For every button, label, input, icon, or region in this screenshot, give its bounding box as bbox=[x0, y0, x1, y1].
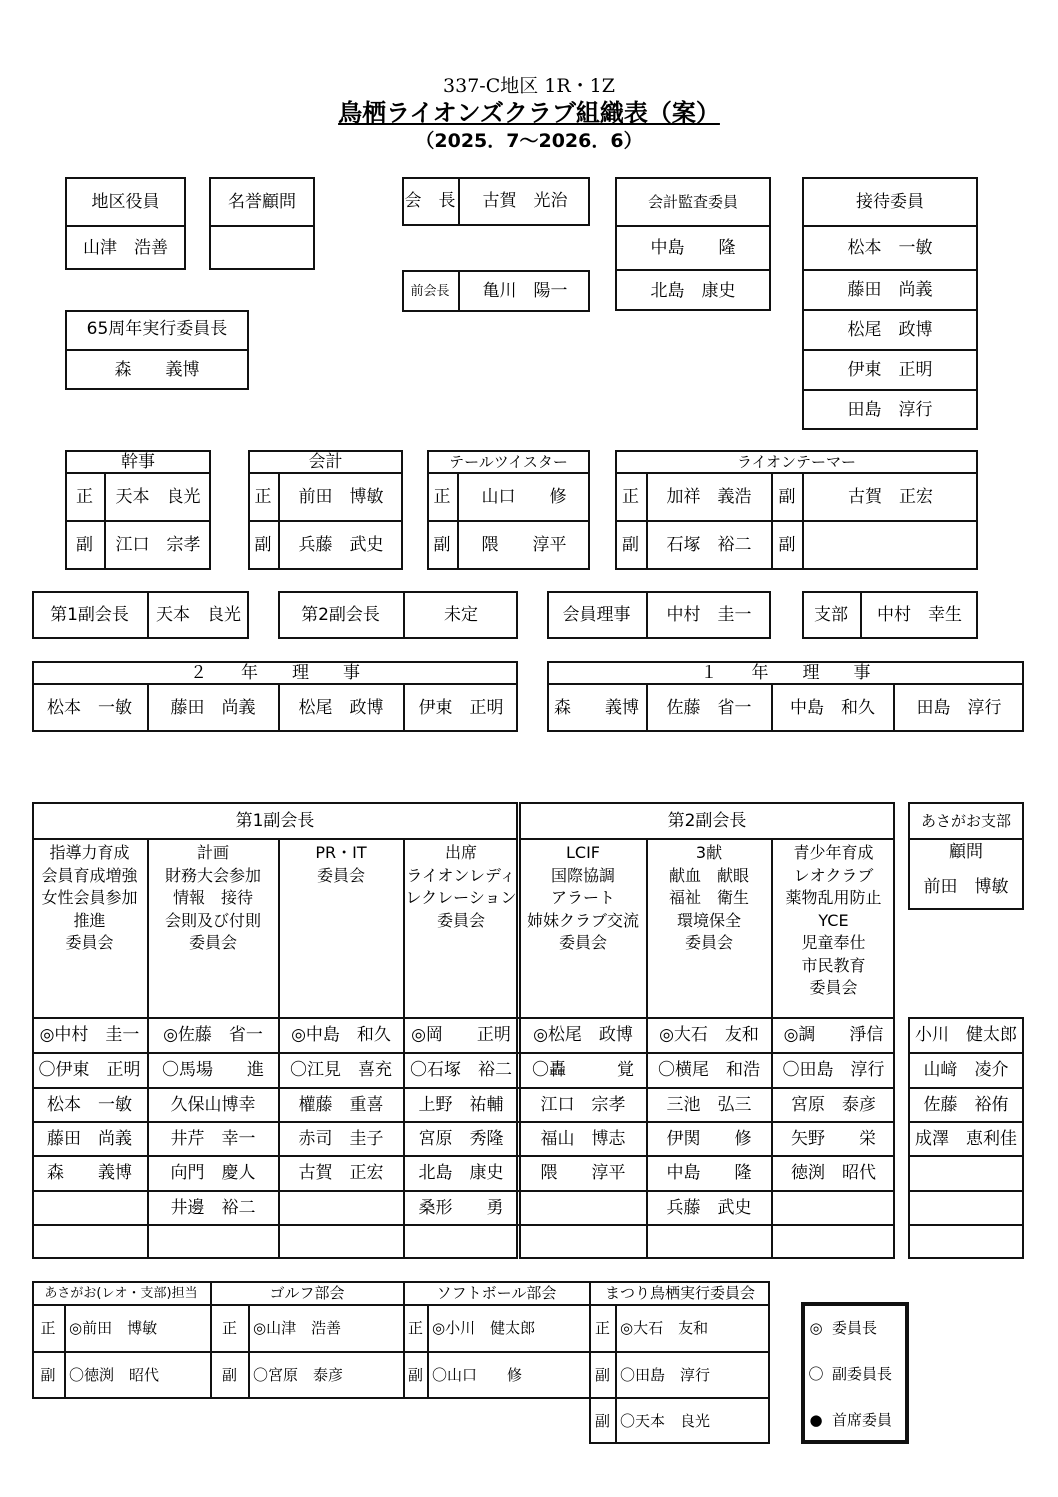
committee-member bbox=[404, 1226, 518, 1258]
role-label: 副 bbox=[594, 1366, 610, 1384]
role-label: 副 bbox=[594, 1411, 610, 1430]
honorary-advisor-name bbox=[209, 227, 315, 270]
matsuri-name: ◎大石 友和 bbox=[620, 1319, 709, 1337]
committee-member: ◎中村 圭一 bbox=[39, 1025, 140, 1045]
committee-member: 宮原 泰彦 bbox=[791, 1094, 876, 1115]
vp2-label: 第2副会長 bbox=[301, 604, 380, 625]
committee-member: 松本 一敏 bbox=[47, 1094, 132, 1115]
audit-member: 中島 隆 bbox=[650, 237, 736, 258]
committee-member: 矢野 栄 bbox=[791, 1128, 876, 1149]
committee-member: 〇石塚 裕二 bbox=[410, 1060, 512, 1080]
committee-member: 藤田 尚義 bbox=[47, 1128, 132, 1149]
committee-member bbox=[520, 1192, 646, 1224]
role-label: 副 bbox=[76, 535, 93, 555]
legend-label: 首席委員 bbox=[832, 1410, 893, 1429]
committee-member: 權藤 重喜 bbox=[298, 1094, 384, 1115]
committee-member: ◎調 淨信 bbox=[783, 1025, 884, 1045]
committee-member bbox=[32, 1226, 147, 1258]
committee-member: 桑形 勇 bbox=[418, 1197, 504, 1218]
matsuri-title: まつり鳥栖実行委員会 bbox=[604, 1284, 755, 1302]
role-label: 正 bbox=[76, 486, 93, 507]
committee-member: 井芹 幸一 bbox=[170, 1128, 256, 1149]
committee-youth: 青少年育成 レオクラブ 薬物乱用防止 YCE 児童奉仕 市民教育 委員会 bbox=[785, 843, 882, 997]
director-name: 藤田 尚義 bbox=[170, 697, 256, 718]
director-name: 中島 和久 bbox=[790, 697, 875, 718]
asagao-leo-name: 〇徳渕 昭代 bbox=[69, 1366, 160, 1384]
membership-director-name: 中村 圭一 bbox=[666, 604, 752, 625]
committee-member bbox=[647, 1226, 771, 1258]
committee-member: 上野 祐輔 bbox=[418, 1094, 504, 1115]
committee-member bbox=[520, 1226, 646, 1258]
committee-pr-it: PR・IT 委員会 bbox=[315, 843, 367, 885]
role-label: 副 bbox=[778, 535, 796, 555]
committee-attendance: 出席 ライオンレディ レクレーション 委員会 bbox=[405, 843, 517, 930]
committee-member bbox=[148, 1226, 278, 1258]
committee-member: 隈 淳平 bbox=[540, 1163, 626, 1183]
committee-member: 福山 博志 bbox=[540, 1128, 626, 1149]
softball-title: ソフトボール部会 bbox=[436, 1284, 557, 1302]
reception-label: 接待委員 bbox=[856, 191, 924, 212]
vp2-name: 未定 bbox=[444, 604, 478, 625]
asagao-branch-header: あさがお支部 bbox=[920, 811, 1011, 830]
lion-tamer-title: ライオンテーマー bbox=[736, 452, 857, 471]
role-label: 正 bbox=[221, 1319, 237, 1337]
filled-circle-icon: ● bbox=[809, 1410, 823, 1429]
period: （2025．7～2026．6） bbox=[415, 129, 643, 152]
past-president-name: 亀川 陽一 bbox=[482, 280, 568, 301]
committee-member: 三池 弘三 bbox=[666, 1094, 752, 1115]
golf-name: 〇宮原 泰彦 bbox=[253, 1366, 344, 1384]
golf-title: ゴルフ部会 bbox=[269, 1284, 345, 1302]
committee-lcif: LCIF 国際協調 アラート 姉妹クラブ交流 委員会 bbox=[526, 843, 639, 952]
committee-member: ◎佐藤 省一 bbox=[163, 1025, 263, 1045]
role-label: 副 bbox=[221, 1366, 237, 1384]
committee-member: 〇江見 喜充 bbox=[290, 1060, 392, 1080]
tail-twister-name: 山口 修 bbox=[481, 486, 567, 507]
matsuri-name: 〇天本 良光 bbox=[620, 1411, 711, 1430]
committee-member bbox=[279, 1226, 403, 1258]
district-label: 337-C地区 1R・1Z bbox=[443, 74, 615, 97]
asagao-member: 佐藤 裕侑 bbox=[923, 1094, 1009, 1115]
director-name: 田島 淳行 bbox=[916, 697, 1002, 718]
committee-member bbox=[772, 1226, 895, 1258]
matsuri-name: 〇田島 淳行 bbox=[620, 1366, 711, 1384]
asagao-member: 成澤 恵利佳 bbox=[915, 1128, 1017, 1149]
tail-twister-name: 隈 淳平 bbox=[481, 535, 567, 555]
past-president-label: 前会長 bbox=[410, 283, 450, 299]
district-officer-name: 山津 浩善 bbox=[83, 238, 168, 258]
double-circle-icon: ◎ bbox=[809, 1318, 823, 1337]
reception-member: 伊東 正明 bbox=[847, 359, 933, 380]
committee-member bbox=[279, 1192, 403, 1224]
tail-twister-title: テールツイスター bbox=[449, 452, 568, 471]
role-label: 正 bbox=[433, 486, 451, 507]
reception-member: 松尾 政博 bbox=[847, 319, 933, 340]
committee-member: 宮原 秀隆 bbox=[418, 1128, 504, 1149]
secretary-name: 天本 良光 bbox=[115, 486, 201, 507]
committee-member: 徳渕 昭代 bbox=[791, 1163, 876, 1183]
treasurer-title: 会計 bbox=[308, 451, 343, 472]
lion-tamer-name: 加祥 義浩 bbox=[666, 486, 752, 507]
role-label: 正 bbox=[622, 486, 639, 507]
legend-label: 副委員長 bbox=[832, 1364, 893, 1383]
asagao-member: 山﨑 凌介 bbox=[923, 1060, 1009, 1080]
vp1-label: 第1副会長 bbox=[50, 604, 129, 625]
anniversary-label: 65周年実行委員長 bbox=[86, 319, 228, 339]
role-label: 正 bbox=[40, 1319, 56, 1337]
president-label: 会 長 bbox=[404, 191, 456, 211]
role-label: 副 bbox=[40, 1366, 56, 1384]
committee-member: 〇伊東 正明 bbox=[38, 1060, 141, 1080]
director-name: 佐藤 省一 bbox=[666, 697, 752, 718]
asagao-advisor-label: 顧問 bbox=[949, 841, 983, 862]
vp1-name: 天本 良光 bbox=[156, 604, 241, 625]
committee-member: 北島 康史 bbox=[418, 1163, 504, 1183]
secretary-name: 江口 宗孝 bbox=[115, 535, 201, 555]
committee-member: 中島 隆 bbox=[666, 1163, 752, 1183]
committee-leadership: 指導力育成 会員育成増強 女性会員参加 推進 委員会 bbox=[41, 843, 138, 952]
role-label: 副 bbox=[622, 535, 639, 555]
honorary-advisor-label: 名誉顧問 bbox=[228, 191, 296, 212]
membership-director-label: 会員理事 bbox=[562, 604, 631, 625]
director-name: 伊東 正明 bbox=[418, 697, 504, 718]
audit-label: 会計監査委員 bbox=[647, 192, 738, 211]
committee-member: ◎大石 友和 bbox=[659, 1025, 759, 1045]
legend-label: 委員長 bbox=[832, 1318, 878, 1337]
role-label: 正 bbox=[594, 1319, 610, 1337]
committee-member: 〇馬場 進 bbox=[162, 1060, 264, 1080]
treasurer-name: 兵藤 武史 bbox=[298, 535, 384, 555]
softball-name: 〇山口 修 bbox=[432, 1366, 523, 1384]
director-name: 松尾 政博 bbox=[298, 697, 384, 718]
committee-member: 伊関 修 bbox=[666, 1128, 752, 1149]
committee-member: 〇田島 淳行 bbox=[782, 1060, 885, 1080]
golf-name: ◎山津 浩善 bbox=[253, 1319, 342, 1337]
committee-member: 森 義博 bbox=[47, 1163, 132, 1183]
role-label: 副 bbox=[254, 535, 272, 555]
lion-tamer-name bbox=[803, 522, 978, 569]
director-name: 森 義博 bbox=[554, 697, 639, 718]
directors-1y-title: １ 年 理 事 bbox=[700, 662, 871, 683]
anniversary-name: 森 義博 bbox=[114, 359, 200, 380]
asagao-leo-name: ◎前田 博敏 bbox=[69, 1319, 158, 1337]
committee-member: 赤司 圭子 bbox=[298, 1128, 384, 1149]
committee-member: ◎松尾 政博 bbox=[533, 1025, 633, 1045]
vp2-committees-header: 第2副会長 bbox=[667, 810, 747, 831]
role-label: 副 bbox=[778, 486, 796, 507]
branch-name: 中村 幸生 bbox=[877, 604, 962, 625]
role-label: 正 bbox=[407, 1319, 423, 1337]
committee-donation: 3献 献血 献眼 福祉 衛生 環境保全 委員会 bbox=[668, 843, 749, 952]
committee-member: ◎中島 和久 bbox=[291, 1025, 391, 1045]
committee-member: 井邊 裕二 bbox=[170, 1197, 256, 1218]
committee-planning: 計画 財務大会参加 情報 接待 会則及び付則 委員会 bbox=[164, 843, 261, 952]
president-name: 古賀 光治 bbox=[482, 191, 568, 211]
circle-icon: 〇 bbox=[808, 1364, 824, 1383]
reception-member: 藤田 尚義 bbox=[847, 279, 933, 300]
committee-member: 江口 宗孝 bbox=[540, 1094, 626, 1115]
district-officer-label: 地区役員 bbox=[91, 191, 160, 212]
committee-member: 久保山博幸 bbox=[170, 1094, 256, 1115]
committee-member: ◎岡 正明 bbox=[411, 1025, 511, 1045]
committee-member: 兵藤 武史 bbox=[666, 1197, 752, 1218]
lion-tamer-name: 石塚 裕二 bbox=[666, 535, 752, 555]
lion-tamer-name: 古賀 正宏 bbox=[848, 486, 933, 507]
committee-member bbox=[772, 1192, 895, 1224]
branch-label: 支部 bbox=[814, 604, 848, 625]
softball-name: ◎小川 健太郎 bbox=[432, 1319, 536, 1337]
committee-member: 〇横尾 和浩 bbox=[658, 1060, 760, 1080]
asagao-leo-title: あさがお(レオ・支部)担当 bbox=[44, 1286, 198, 1301]
committee-member: 向門 慶人 bbox=[170, 1163, 256, 1183]
asagao-advisor-name: 前田 博敏 bbox=[923, 876, 1009, 897]
role-label: 正 bbox=[254, 486, 272, 507]
role-label: 副 bbox=[407, 1366, 423, 1384]
directors-2y-title: ２ 年 理 事 bbox=[190, 662, 360, 683]
committee-member bbox=[32, 1192, 147, 1224]
committee-member: 〇轟 覚 bbox=[532, 1060, 634, 1080]
reception-member: 松本 一敏 bbox=[847, 237, 933, 258]
director-name: 松本 一敏 bbox=[47, 697, 132, 718]
secretary-title: 幹事 bbox=[121, 451, 155, 472]
audit-member: 北島 康史 bbox=[650, 280, 736, 301]
reception-member: 田島 淳行 bbox=[847, 399, 933, 420]
committee-member: 古賀 正宏 bbox=[298, 1163, 384, 1183]
asagao-member: 小川 健太郎 bbox=[915, 1025, 1017, 1045]
treasurer-name: 前田 博敏 bbox=[298, 486, 384, 507]
page-title: 鳥栖ライオンズクラブ組織表（案） bbox=[338, 99, 720, 127]
vp1-committees-header: 第1副会長 bbox=[235, 810, 315, 831]
role-label: 副 bbox=[433, 535, 451, 555]
